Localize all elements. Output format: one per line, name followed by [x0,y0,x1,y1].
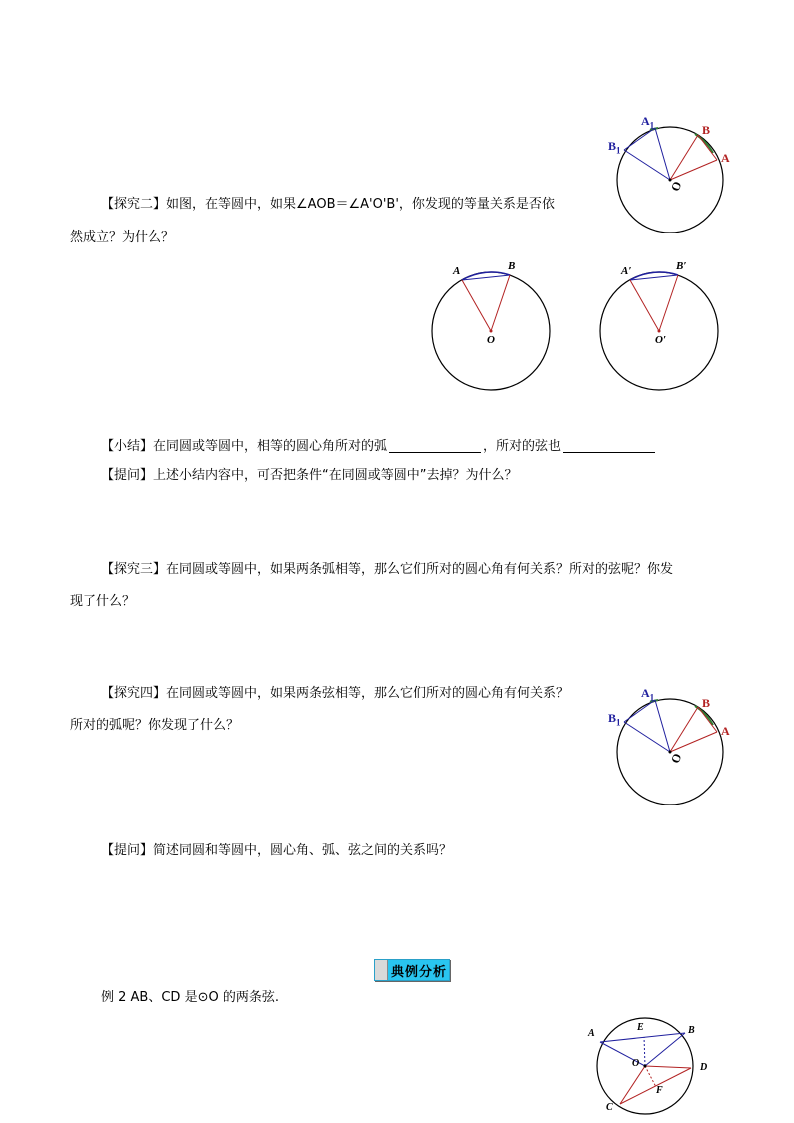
explore3-line1 [101,561,673,579]
label-A-bottom: A [588,1028,595,1039]
label-E-bottom: E [637,1022,644,1033]
label-O-mid: O [668,751,685,766]
explore4-tag: 【探究四】 [101,686,167,701]
question1-line [101,467,518,485]
explore3-line2: 现了什么？ [70,594,136,609]
label-B-top: B [702,123,711,137]
explore3-text: 在同圆或等圆中，如果两条弧相等，那么它们所对的圆心角有何关系？所对的弦呢？你发 [166,562,674,577]
explore2-tag: 【探究二】 [101,197,167,212]
figure-circle-arcs-mid [600,680,750,805]
label-A-left: A [453,265,461,277]
label-O-bottom: O [632,1058,640,1069]
question1-text: 上述小结内容中，可否把条件“在同圆或等圆中”去掉？为什么？ [153,468,518,483]
explore4-line1 [101,685,569,703]
question2-line [101,842,452,860]
question2-tag: 【提问】 [101,843,154,858]
summary-line [101,438,657,456]
explore3-tag: 【探究三】 [101,562,167,577]
section-header-examples [374,959,450,981]
label-A1-top: $A_1$ [641,114,655,131]
explore4-line2: 所对的弧呢？你发现了什么？ [70,718,240,733]
question1-tag: 【提问】 [101,468,154,483]
summary-blank-2[interactable] [563,438,655,453]
label-D-bottom: D [700,1062,708,1073]
summary-blank-1[interactable] [389,438,481,453]
label-F-bottom: F [656,1085,663,1096]
label-A-mid: A [721,724,730,738]
section-title: 典例分析 [391,965,448,980]
section-header-tab [375,960,388,980]
summary-text-b: ，所对的弦也 [483,439,562,454]
question2-text: 简述同圆和等圆中，圆心角、弧、弦之间的关系吗？ [153,843,453,858]
label-Bprime: B′ [676,260,687,272]
explore4-text: 在同圆或等圆中，如果两条弦相等，那么它们所对的圆心角有何关系？ [166,686,570,701]
label-O-top: O [668,179,685,194]
figure-equal-circles-left [428,262,558,396]
summary-text-a: 在同圆或等圆中，相等的圆心角所对的弧 [153,439,388,454]
summary-tag: 【小结】 [101,439,154,454]
label-B-left: B [508,260,516,272]
label-A1-mid: $A_1$ [641,686,655,703]
explore2-line1 [101,196,555,214]
label-C-bottom: C [606,1102,613,1113]
figure-equal-circles-right [597,262,727,396]
explore2-text: 如图，在等圆中，如果∠AOB＝∠A'O'B'，你发现的等量关系是否依 [166,197,555,212]
label-B1-mid: $B_1$ [608,711,621,728]
example2-line: 例 2 AB、CD 是⊙O 的两条弦. [101,990,279,1005]
label-O-left: O [487,334,495,346]
label-B-bottom: B [688,1025,695,1036]
label-Oprime: O′ [655,334,667,346]
label-Aprime: A′ [621,265,632,277]
label-B-mid: B [702,696,711,710]
figure-circle-arcs-top [600,108,750,233]
label-B1-top: $B_1$ [608,139,621,156]
explore2-line2: 然成立？为什么？ [70,230,175,245]
label-A-top: A [721,151,730,165]
